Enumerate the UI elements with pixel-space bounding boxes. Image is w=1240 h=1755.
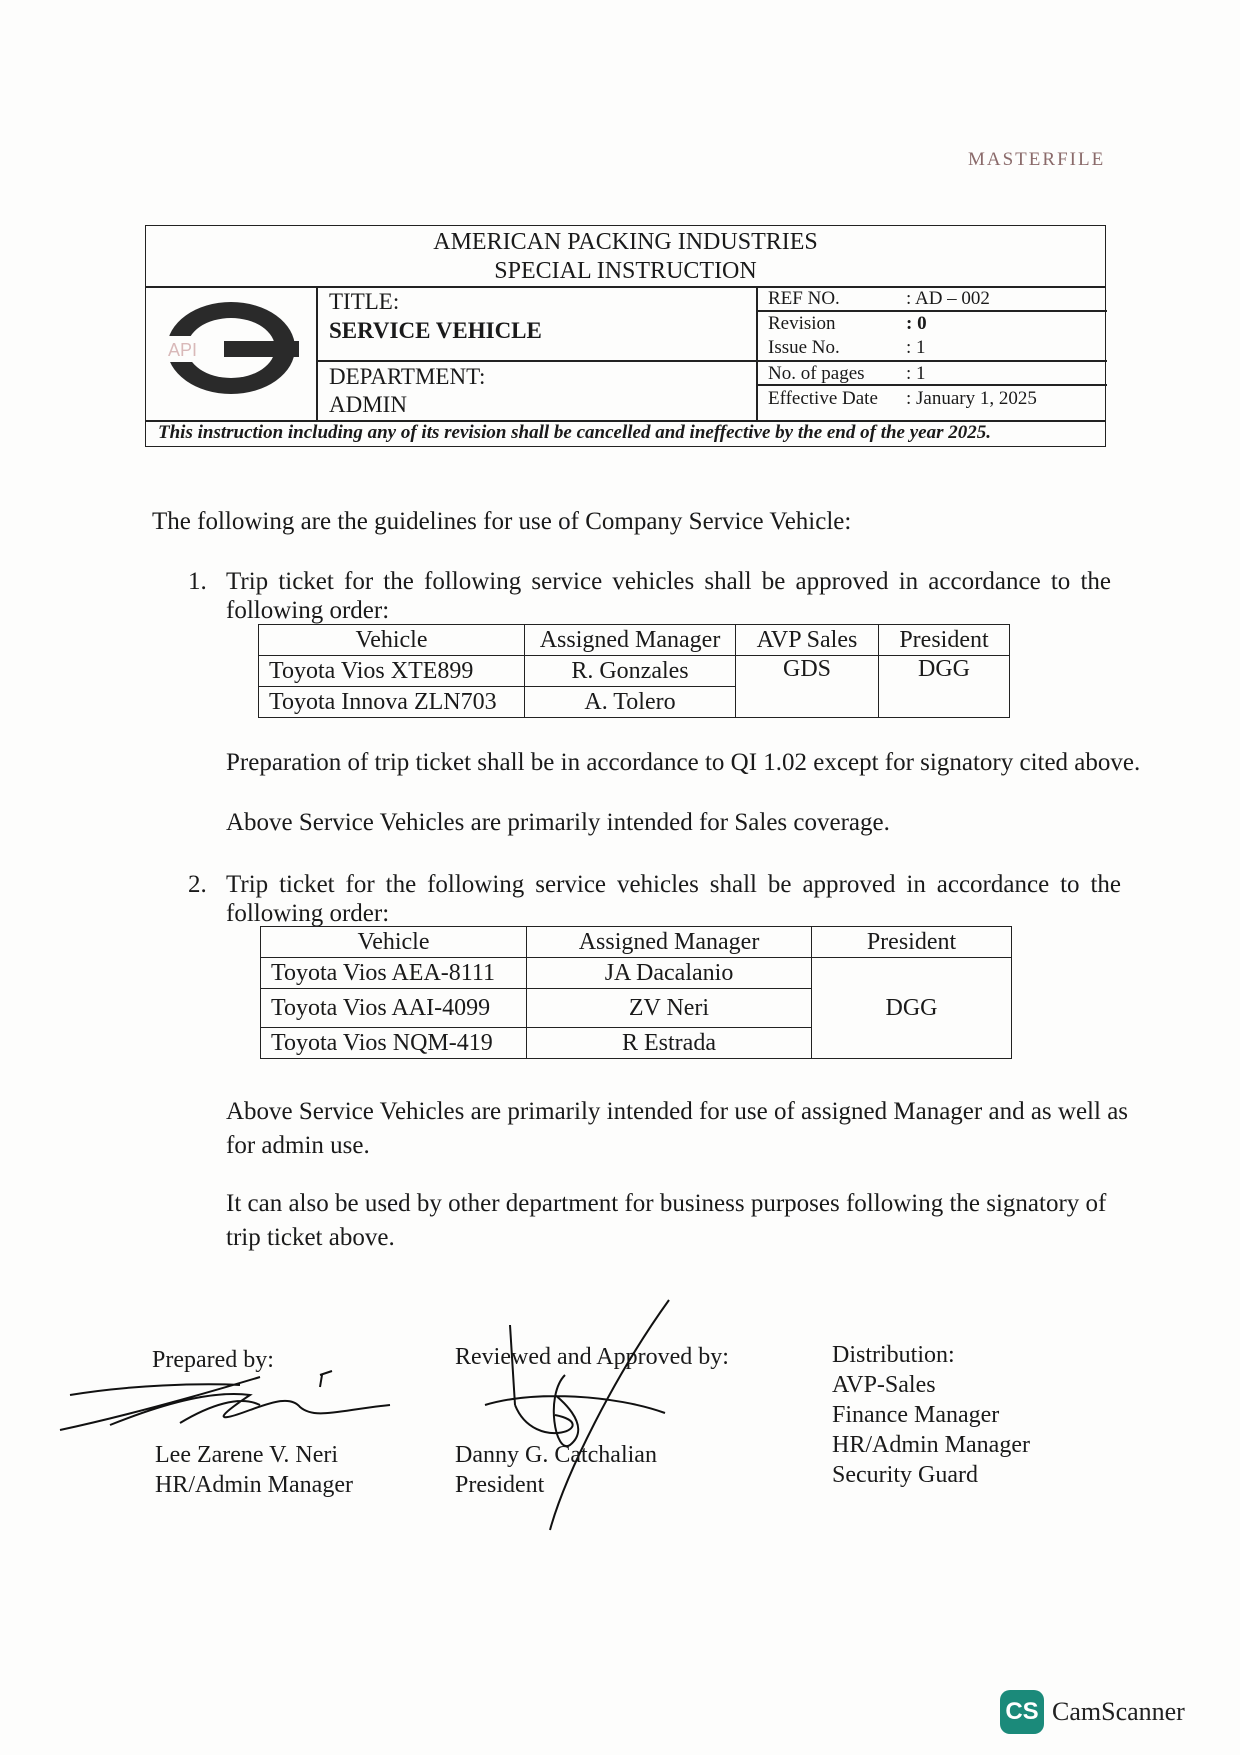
issue-label: Issue No. <box>768 337 840 358</box>
column-header: AVP Sales <box>736 625 879 656</box>
section1-note1: Preparation of trip ticket shall be in accordance to QI 1.02 except for signatory cited above. <box>226 749 1141 776</box>
camscanner-watermark <box>1000 1690 1185 1734</box>
ref-label: REF NO. <box>768 288 840 309</box>
company-name: AMERICAN PACKING INDUSTRIES <box>433 229 818 255</box>
distribution-item: HR/Admin Manager <box>832 1432 1030 1458</box>
section2-note1-cont: for admin use. <box>226 1132 370 1159</box>
distribution-item: Security Guard <box>832 1462 978 1488</box>
section2-note1: Above Service Vehicles are primarily intended for use of assigned Manager and as well as <box>226 1098 1129 1125</box>
issue-value: : 1 <box>906 337 926 358</box>
prepared-by-name: Lee Zarene V. Neri <box>155 1442 339 1468</box>
logo-text: API <box>168 340 198 360</box>
document-type: SPECIAL INSTRUCTION <box>494 258 757 284</box>
approved-by-name: Danny G. Catchalian <box>455 1442 657 1468</box>
effective-date-label: Effective Date <box>768 388 878 409</box>
table-row <box>261 958 1012 989</box>
vehicle-cell: Toyota Vios AEA-8111 <box>261 958 527 989</box>
column-header: President <box>879 625 1010 656</box>
distribution-item: AVP-Sales <box>832 1372 936 1398</box>
section1-table <box>258 624 1010 718</box>
manager-cell: JA Dacalanio <box>527 958 812 989</box>
pages-label: No. of pages <box>768 363 865 384</box>
approved-by-label: Reviewed and Approved by: <box>455 1344 729 1370</box>
column-header: Assigned Manager <box>525 625 736 656</box>
masterfile-stamp: MASTERFILE <box>968 149 1106 170</box>
table-header-row <box>261 927 1012 958</box>
column-header: Assigned Manager <box>527 927 812 958</box>
section1-number: 1. <box>188 568 207 595</box>
approved-by-title: President <box>455 1472 545 1498</box>
section2-text-cont: following order: <box>226 900 390 927</box>
section2-note2: It can also be used by other department for business purposes following the signatory of <box>226 1190 1107 1217</box>
effective-date-value: : January 1, 2025 <box>906 388 1037 409</box>
section1-text: Trip ticket for the following service vehicles shall be approved in accordance to the <box>226 568 1111 595</box>
title-value: SERVICE VEHICLE <box>329 318 542 343</box>
manager-cell: R Estrada <box>527 1028 812 1059</box>
vehicle-cell: Toyota Innova ZLN703 <box>259 687 525 718</box>
section2-table <box>260 926 1012 1059</box>
manager-cell: R. Gonzales <box>525 656 736 687</box>
company-logo <box>164 298 299 403</box>
section2-number: 2. <box>188 871 207 898</box>
table-row <box>259 656 1010 687</box>
manager-cell: ZV Neri <box>527 989 812 1028</box>
distribution-item: Finance Manager <box>832 1402 1000 1428</box>
revision-label: Revision <box>768 313 836 334</box>
prepared-by-title: HR/Admin Manager <box>155 1472 353 1498</box>
camscanner-logo-icon: CS <box>1000 1690 1044 1734</box>
vehicle-cell: Toyota Vios XTE899 <box>259 656 525 687</box>
distribution-label: Distribution: <box>832 1342 955 1368</box>
prepared-by-label: Prepared by: <box>152 1347 274 1373</box>
section2-note2-cont: trip ticket above. <box>226 1224 395 1251</box>
column-header: President <box>812 927 1012 958</box>
column-header: Vehicle <box>259 625 525 656</box>
vehicle-cell: Toyota Vios NQM-419 <box>261 1028 527 1059</box>
section1-text-cont: following order: <box>226 597 390 624</box>
intro-text: The following are the guidelines for use of Company Service Vehicle: <box>152 508 852 535</box>
president-cell: DGG <box>879 656 1010 718</box>
section2-text: Trip ticket for the following service vehicles shall be approved in accordance to the <box>226 871 1121 898</box>
prepared-signature <box>50 1365 400 1445</box>
document-header <box>145 225 1106 447</box>
manager-cell: A. Tolero <box>525 687 736 718</box>
vehicle-cell: Toyota Vios AAI-4099 <box>261 989 527 1028</box>
title-label: TITLE: <box>329 289 400 314</box>
ref-value: : AD – 002 <box>906 288 990 309</box>
column-header: Vehicle <box>261 927 527 958</box>
avp-sales-cell: GDS <box>736 656 879 718</box>
department-label: DEPARTMENT: <box>329 364 486 389</box>
president-cell: DGG <box>812 958 1012 1059</box>
section1-note2: Above Service Vehicles are primarily intended for Sales coverage. <box>226 809 890 836</box>
department-value: ADMIN <box>329 392 407 417</box>
pages-value: : 1 <box>906 363 926 384</box>
revision-value: : 0 <box>906 313 927 334</box>
table-header-row <box>259 625 1010 656</box>
validity-note: This instruction including any of its revision shall be cancelled and ineffective by the end of the year 2025. <box>158 422 991 443</box>
camscanner-text: CamScanner <box>1052 1697 1185 1726</box>
